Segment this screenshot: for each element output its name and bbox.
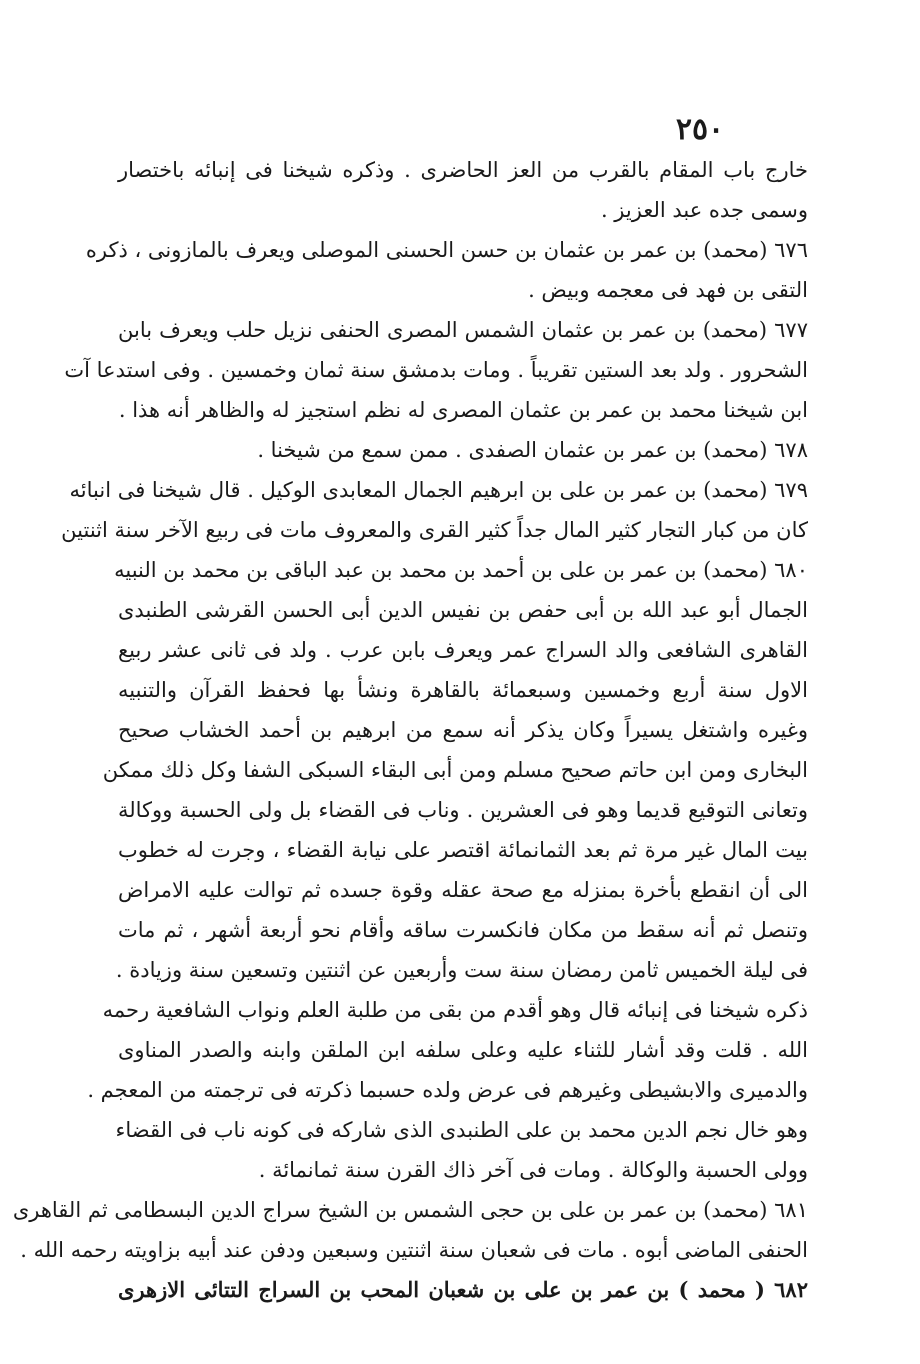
text-line: وسمى جده عبد العزيز . (600, 198, 808, 222)
text-line: الله . قلت وقد أشار للثناء عليه وعلى سلفه ابن الملقن وابنه والصدر المناوى (118, 1038, 808, 1062)
text-line: فى ليلة الخميس ثامن رمضان سنة ست وأربعين عن اثنتين وتسعين سنة وزيادة . (115, 958, 808, 982)
text-line: ذكره شيخنا فى إنبائه قال وهو أقدم من بقى من طلبة العلم ونواب الشافعية رحمه (102, 998, 808, 1022)
text-line: ٦٧٦ (محمد) بن عمر بن عثمان بن حسن الحسنى الموصلى ويعرف بالمازونى ، ذكره (85, 238, 808, 262)
text-body (12, 150, 808, 1310)
text-line: وهو خال نجم الدين محمد بن على الطنبدى الذى شاركه فى كونه ناب فى القضاء (115, 1118, 808, 1142)
text-line: التقى بن فهد فى معجمه وبيض . (528, 278, 808, 302)
text-line: والدميرى والابشيطى وغيرهم فى عرض ولده حسبما ذكرته فى ترجمته من المعجم . (87, 1078, 808, 1102)
text-line: ٦٧٨ (محمد) بن عمر بن عثمان الصفدى . ممن سمع من شيخنا . (257, 438, 808, 462)
text-line: ٦٨١ (محمد) بن عمر بن على بن حجى الشمس بن الشيخ سراج الدين البسطامى ثم القاهرى (12, 1198, 808, 1222)
text-line: بيت المال غير مرة ثم بعد الثمانمائة اقتصر على نيابة القضاء ، وجرت له خطوب (118, 838, 808, 862)
text-line: وولى الحسبة والوكالة . ومات فى آخر ذاك القرن سنة ثمانمائة . (258, 1158, 808, 1182)
text-line: البخارى ومن ابن حاتم صحيح مسلم ومن أبى البقاء السبكى الشفا وكل ذلك ممكن (102, 758, 808, 782)
text-line: ابن شيخنا محمد بن عمر بن عثمان المصرى له نظم استجيز له والظاهر أنه هذا . (118, 398, 808, 422)
text-line: الحنفى الماضى أبوه . مات فى شعبان سنة اثنتين وسبعين ودفن عند أبيه بزاويته رحمه الله . (20, 1238, 808, 1262)
text-line: الشحرور . ولد بعد الستين تقريباً . ومات بدمشق سنة ثمان وخمسين . وفى استدعا آت (64, 358, 808, 382)
text-line: خارج باب المقام بالقرب من العز الحاضرى . وذكره شيخنا فى إنبائه باختصار (118, 158, 808, 182)
text-line: ٦٧٩ (محمد) بن عمر بن على بن ابرهيم الجمال المعابدى الوكيل . قال شيخنا فى انبائه (69, 478, 808, 502)
text-line: الاول سنة أربع وخمسين وسبعمائة بالقاهرة ونشأ بها فحفظ القرآن والتنبيه (118, 678, 808, 702)
text-line: كان من كبار التجار كثير المال جداً كثير القرى والمعروف مات فى ربيع الآخر سنة اثنتين (61, 518, 808, 542)
text-line: وغيره واشتغل يسيراً وكان يذكر أنه سمع من ابرهيم بن أحمد الخشاب صحيح (118, 718, 808, 742)
text-line: القاهرى الشافعى والد السراج عمر ويعرف بابن عرب . ولد فى ثانى عشر ربيع (118, 638, 808, 662)
text-line: وتنصل ثم أنه سقط من مكان فانكسرت ساقه وأقام نحو أربعة أشهر ، ثم مات (118, 918, 808, 942)
text-line: وتعانى التوقيع قديما وهو فى العشرين . وناب فى القضاء بل ولى الحسبة ووكالة (118, 798, 808, 822)
text-line: ٦٨٢ ( محمد ) بن عمر بن على بن شعبان المحب بن السراج التتائى الازهرى (118, 1277, 808, 1302)
text-line: ٦٨٠ (محمد) بن عمر بن على بن أحمد بن محمد بن عبد الباقى بن محمد بن النبيه (114, 558, 808, 582)
page-number: ٢٥٠ (675, 112, 725, 147)
text-line: الجمال أبو عبد الله بن أبى حفص بن نفيس الدين أبى الحسن القرشى الطنبدى (118, 598, 808, 622)
text-line: ٦٧٧ (محمد) بن عمر بن عثمان الشمس المصرى الحنفى نزيل حلب ويعرف بابن (118, 318, 808, 342)
text-line: الى أن انقطع بأخرة بمنزله مع صحة عقله وقوة جسده ثم توالت عليه الامراض (118, 878, 808, 902)
